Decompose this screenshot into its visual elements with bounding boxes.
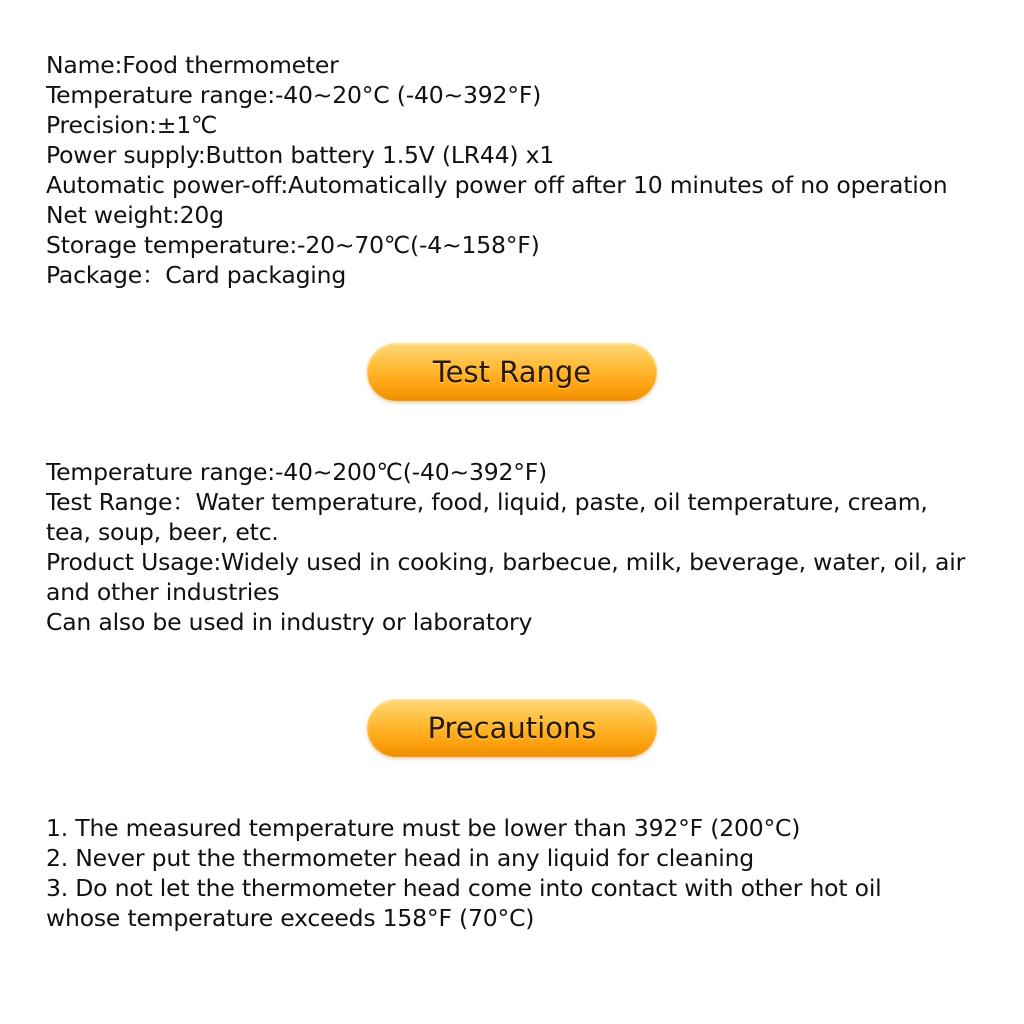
- test-range-line: Test Range：Water temperature, food, liquid, paste, oil temperature, cream,: [46, 488, 928, 516]
- test-range-line: Can also be used in industry or laboratory: [46, 608, 533, 636]
- test-range-line: Temperature range:-40~200℃(-40~392°F): [46, 458, 548, 486]
- spec-package: Package：Card packaging: [46, 261, 347, 289]
- precaution-item: 2. Never put the thermometer head in any liquid for cleaning: [46, 844, 755, 872]
- test-range-line: and other industries: [46, 578, 280, 606]
- spec-net-weight: Net weight:20g: [46, 201, 224, 229]
- precaution-item: 3. Do not let the thermometer head come into contact with other hot oil: [46, 874, 882, 902]
- spec-temperature-range: Temperature range:-40~20°C (-40~392°F): [46, 81, 542, 109]
- precautions-section: [46, 813, 1006, 933]
- precautions-heading: Precautions: [427, 711, 597, 745]
- spec-name: Name:Food thermometer: [46, 51, 339, 79]
- test-range-section: [46, 457, 1006, 637]
- precaution-item: whose temperature exceeds 158°F (70°C): [46, 904, 535, 932]
- spec-precision: Precision:±1℃: [46, 111, 218, 139]
- precautions-heading-badge: [367, 699, 657, 757]
- test-range-line: tea, soup, beer, etc.: [46, 518, 279, 546]
- product-specifications: [46, 50, 1006, 290]
- spec-storage-temperature: Storage temperature:-20~70℃(-4~158°F): [46, 231, 540, 259]
- test-range-line: Product Usage:Widely used in cooking, barbecue, milk, beverage, water, oil, air: [46, 548, 966, 576]
- spec-automatic-power-off: Automatic power-off:Automatically power off after 10 minutes of no operation: [46, 171, 948, 199]
- test-range-heading: Test Range: [432, 355, 592, 389]
- spec-power-supply: Power supply:Button battery 1.5V (LR44) x1: [46, 141, 555, 169]
- test-range-heading-badge: [367, 343, 657, 401]
- precaution-item: 1. The measured temperature must be lower than 392°F (200°C): [46, 814, 801, 842]
